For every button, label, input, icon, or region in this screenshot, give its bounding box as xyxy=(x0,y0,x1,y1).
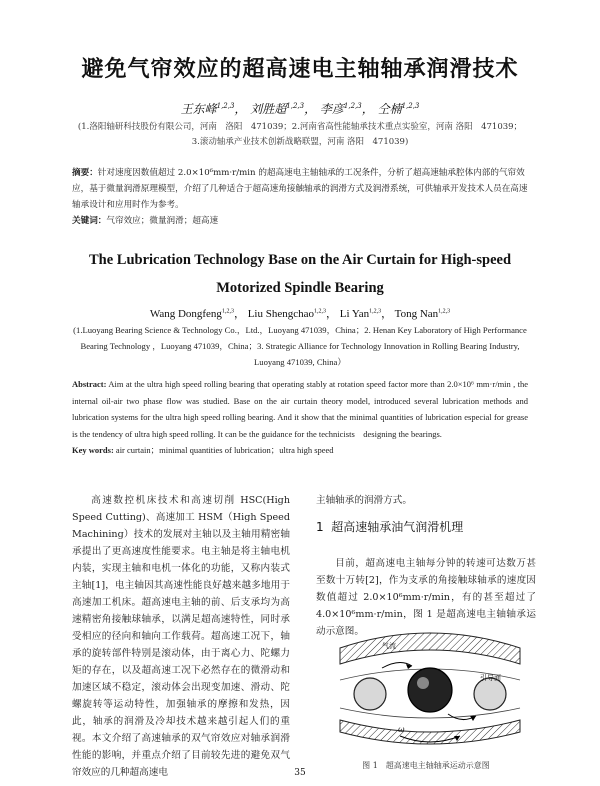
author-sup: 1,2,3 xyxy=(221,308,234,315)
rolling-ball xyxy=(474,678,506,710)
page-number: 35 xyxy=(294,768,306,778)
section-title: 超高速轴承油气润滑机理 xyxy=(331,520,464,534)
affiliation-cn-line: (1.洛阳轴研科技股份有限公司，河南 洛阳 471039；2.河南省高性能轴承技术重点实验室，河南 洛阳 471039； xyxy=(77,122,523,132)
body-paragraph: 目前，超高速电主轴每分钟的转速可达数万甚至数十万转[2]，作为支承的角接触球轴承的速度因数值超过 2.0×10⁶mm·r/min，有的甚至超过了 4.0×10⁶mm·r/min，图 1 是超高速电主轴轴承运动示意图。 xyxy=(316,558,536,637)
author-en: Tong Nan xyxy=(394,308,439,320)
authors-en: Wang Dongfeng$^{1,2,3}$， Liu Shengchao$^{1,2,3}$， Li Yan$^{1,2,3}$， Tong Nan$^{1,2,3}$ xyxy=(149,308,451,320)
body-paragraph: 高速数控机床技术和高速切削 HSC(High Speed Cutting)、高速加工 HSM（High Speed Machining）技术的发展对主轴以及主轴用精密轴承提出了更高速度性能要求。电主轴是将主轴电机内装，实现主轴和电机一体化的功能，又称内装式主轴[1]，电主轴因其高速性能良好越来越多地用于高速加工机床。超高速电主轴的前、后支承均为高速精密角接触球轴承，以满足超高速特性，同时承受相应的径向和轴向工作载荷。超高速工况下，轴承的旋转部件特别是滚动体，由于离心力、陀螺力矩的存在，以及超高速工况下必然存在的微滑动和加速区域不稳定，滚动体会出现变加速、滑动、陀螺旋转等运动特性，加强轴承的摩擦和发热，因此，轴承的润滑及冷却技术越来越引起人们的重视。本文介绍了高速轴承的双气帘效应对轴承润滑性能的影响，并重点介绍了目前较先进的避免双气帘效应的几种超高速电 xyxy=(72,495,290,778)
author-en: Li Yan xyxy=(339,308,370,320)
abstract-cn-label: 摘要： xyxy=(72,168,98,178)
author-sup: 1,2,3 xyxy=(438,308,451,315)
figure-1 xyxy=(330,628,530,752)
author-sup: 1,2,3 xyxy=(401,102,420,110)
body-right-continuation: 主轴轴承的润滑方式。 xyxy=(316,495,412,506)
author-cn: 仝楠 xyxy=(377,102,402,116)
author-cn: 李彦 xyxy=(319,102,344,116)
abstract-en xyxy=(72,376,528,459)
bearing-diagram xyxy=(330,628,530,752)
author-sup: 1,2,3 xyxy=(369,308,382,315)
author-en: Wang Dongfeng xyxy=(149,308,222,320)
section-number: 1 xyxy=(316,520,324,534)
abstract-en-text: Aim at the ultra high speed rolling bearing that operating stably at rotation speed factor more than 2.0×10⁶ mm·r/min , the internal oil-air two phase flow was studied. Base on the air curtain theory model, introduced several lubrication methods and lubrication systems for the ultra high speed rolling bearing. And it show that the minimal quantities of lubrication especial for grease is the tendency of ultra high speed rolling. It can be the guidance for the technicists designing the bearings. xyxy=(72,379,528,439)
author-cn: 王东峰 xyxy=(180,102,217,116)
rolling-ball xyxy=(354,678,386,710)
affiliation-cn xyxy=(40,120,560,150)
abstract-en-label: Abstract: xyxy=(72,379,107,389)
label-omega: ω xyxy=(398,725,405,734)
author-sup: 1,2,3 xyxy=(216,102,235,110)
body-left-column xyxy=(72,492,290,781)
author-en: Liu Shengchao xyxy=(247,308,314,320)
keywords-cn-text: 气帘效应；微量润滑；超高速 xyxy=(106,216,219,226)
affiliation-en: (1.Luoyang Bearing Science & Technology Co.，Ltd.，Luoyang 471039，China；2. Henan Key Laboratory of High Performance Bearing Technology ，Luoyang 471039，China；3. Strategic Alliance for Technology Innovation in Rolling Bearing Industry, Luoyang 471039, China） xyxy=(73,325,527,367)
author-sup: 1,2,3 xyxy=(286,102,305,110)
ball-highlight xyxy=(417,677,429,689)
label-guide-surface: 引导面 xyxy=(480,674,501,682)
figure-1-caption: 图 1 超高速电主轴轴承运动示意图 xyxy=(362,761,490,770)
outer-race xyxy=(340,633,520,664)
keywords-en-text: air curtain；minimal quantities of lubrication；ultra high speed xyxy=(115,445,334,455)
abstract-cn-text: 针对速度因数值超过 2.0×10⁶mm·r/min 的超高速电主轴轴承的工况条件，分析了超高速轴承腔体内部的气帘效应，基于微量润滑原理模型，介绍了几种适合于超高速角接触轴承的润滑方式及润滑系统，可供轴承开发技术人员在高速轴承设计和应用时作为参考。 xyxy=(72,168,528,210)
keywords-cn-label: 关键词： xyxy=(72,216,107,226)
paper-title-cn: 避免气帘效应的超高速电主轴轴承润滑技术 xyxy=(81,57,519,82)
rolling-ball xyxy=(408,668,452,712)
section-heading xyxy=(316,518,536,535)
author-sup: 1,2,3 xyxy=(313,308,326,315)
affiliation-cn-line: 3.滚动轴承产业技术创新战略联盟，河南 洛阳 471039) xyxy=(191,137,409,147)
paper-title-en: The Lubrication Technology Base on the Air Curtain for High-speed Motorized Spindle Bearing xyxy=(88,252,512,296)
author-cn: 刘胜超 xyxy=(250,102,287,116)
inner-race xyxy=(340,720,520,744)
abstract-cn xyxy=(72,165,528,229)
keywords-en-label: Key words: xyxy=(72,445,114,455)
author-sup: 1,2,3 xyxy=(343,102,362,110)
label-airflow: 气流 xyxy=(382,642,396,650)
authors-cn: 王东峰$^{1,2,3}$， 刘胜超$^{1,2,3}$， 李彦$^{1,2,3}$， 仝楠$^{1,2,3}$ xyxy=(180,102,420,116)
